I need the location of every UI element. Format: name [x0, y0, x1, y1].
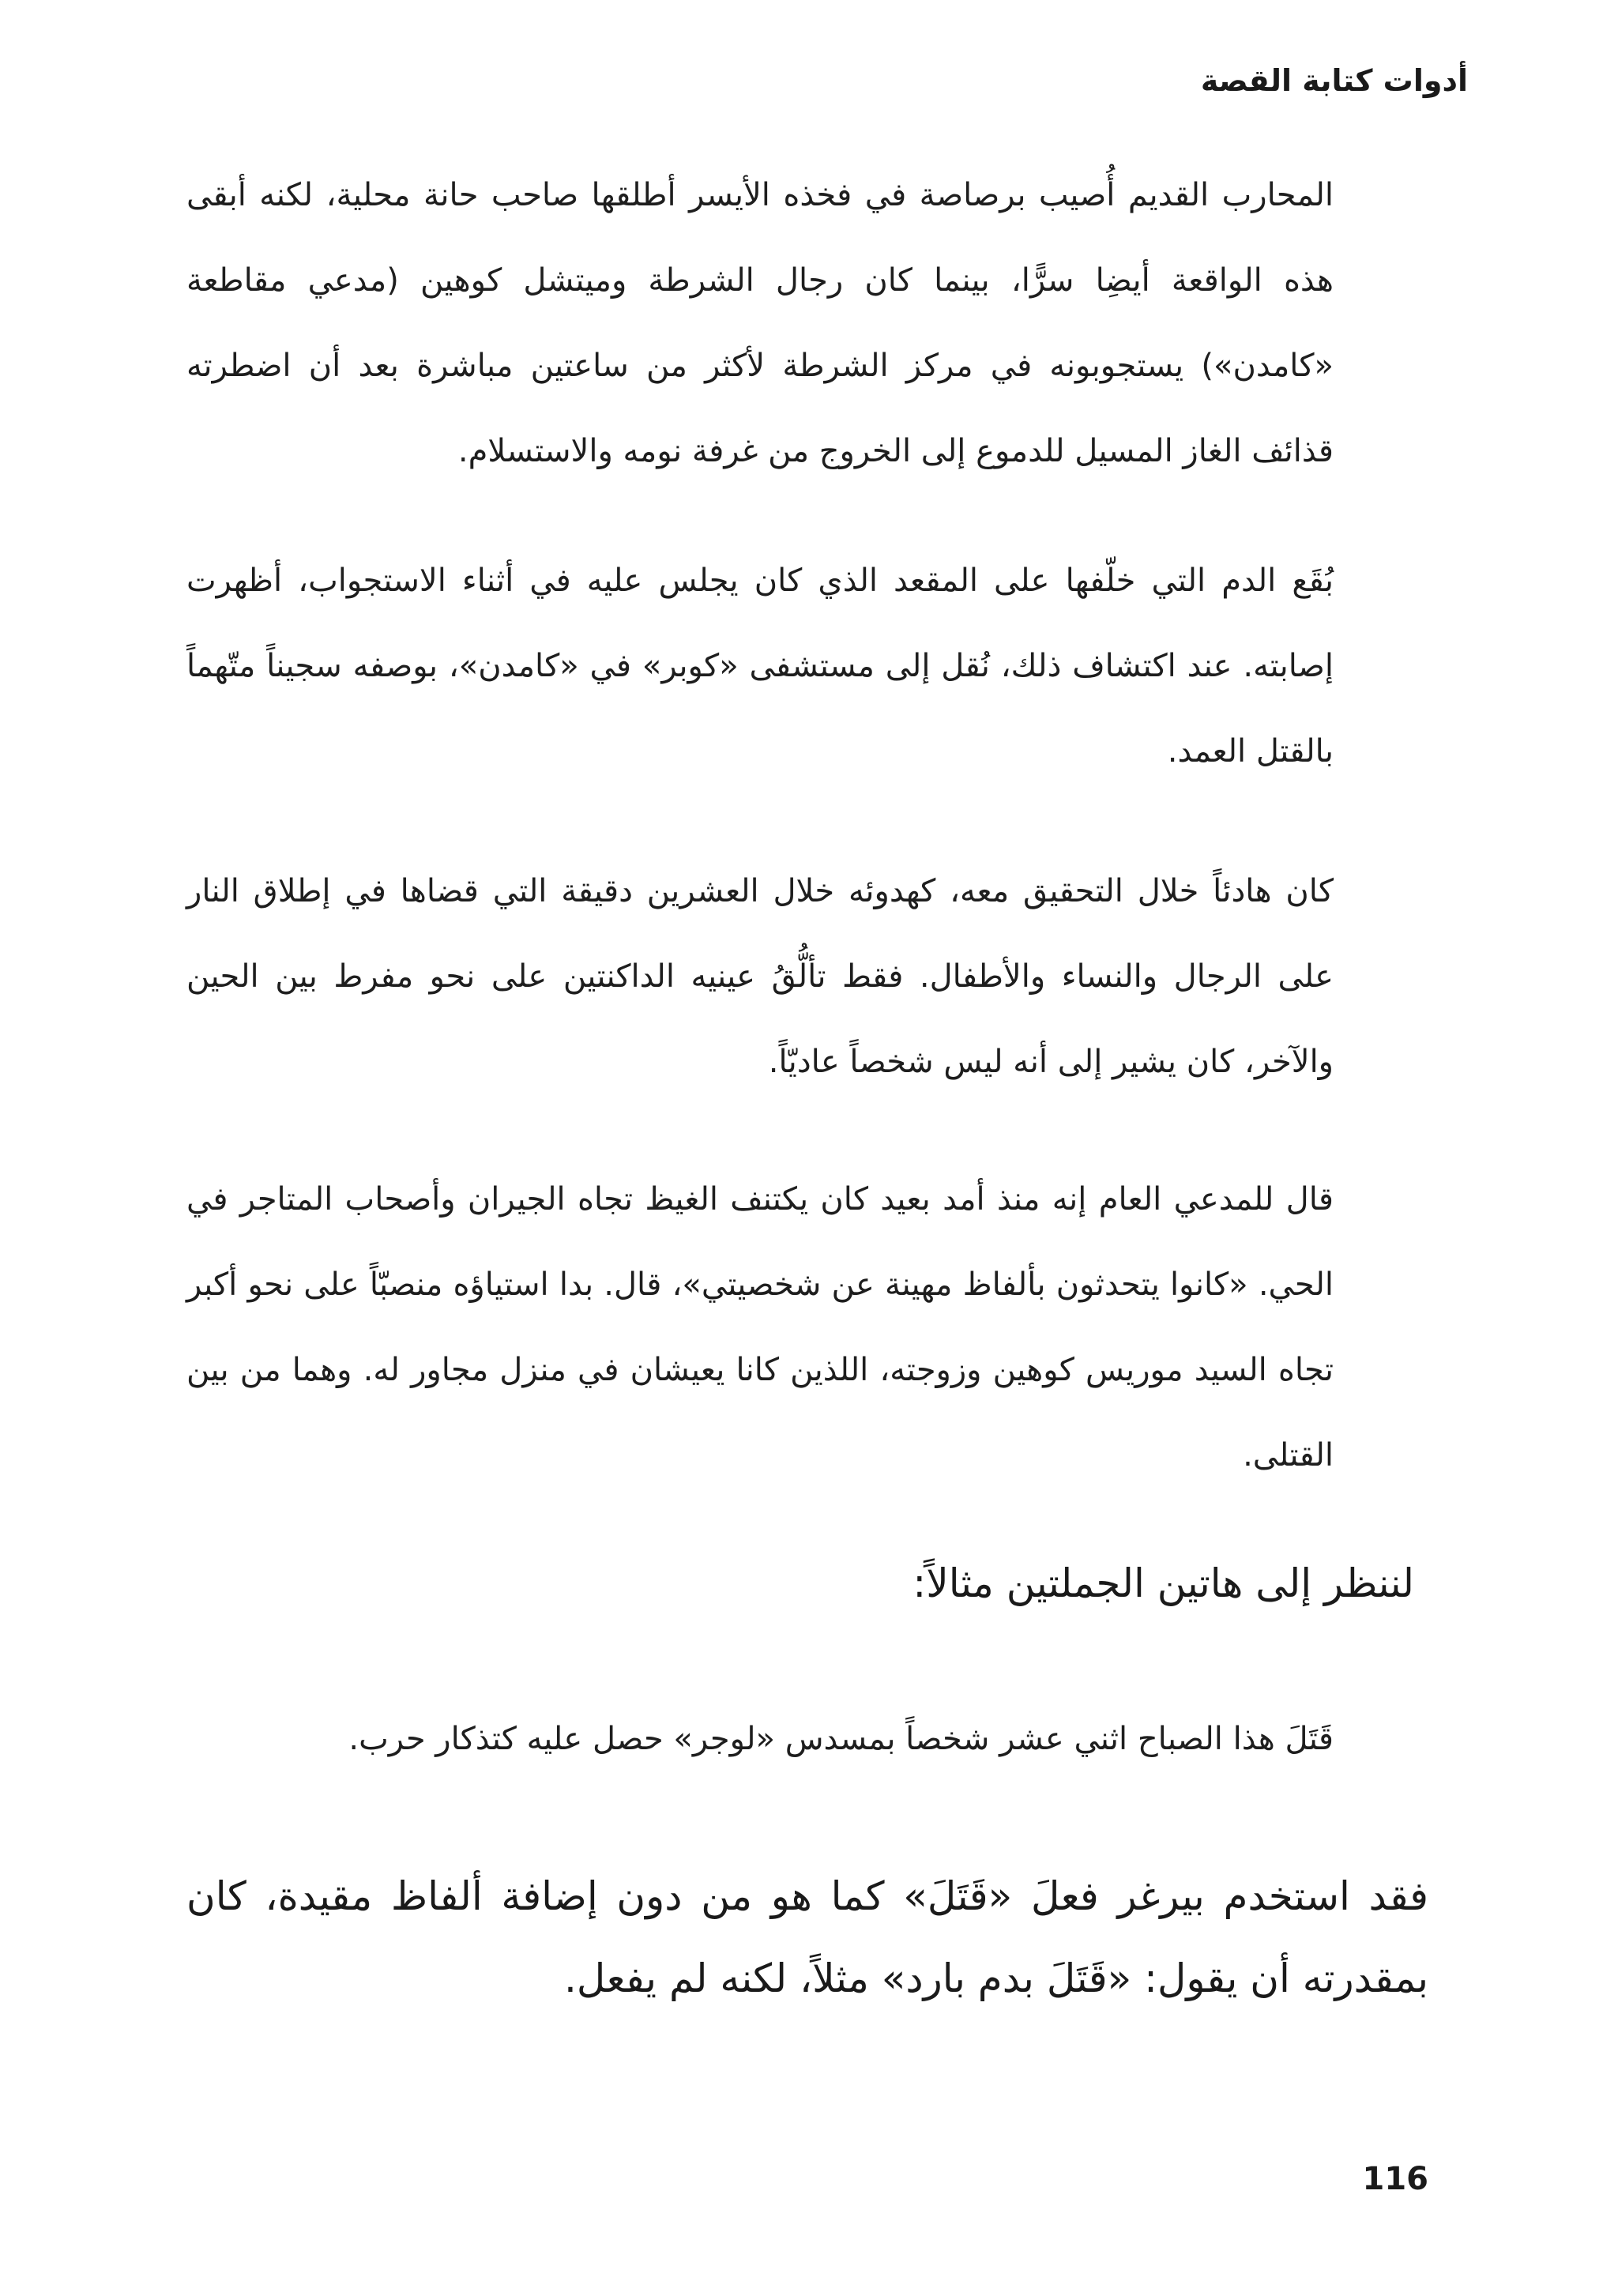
example-sentence: قَتَلَ هذا الصباح اثني عشر شخصاً بمسدس «لوجر» حصل عليه كتذكار حرب.: [348, 1721, 1334, 1757]
body-paragraph: [186, 1855, 1428, 2019]
running-header: أدوات كتابة القصة: [1200, 63, 1468, 98]
quote-paragraph-3: [186, 849, 1334, 1105]
quote-text: كان هادئاً خلال التحقيق معه، كهدوئه خلال العشرين دقيقة التي قضاها في إطلاق النار على الرجال والنساء والأطفال. فقط تألُّقُ عينيه الداكنتين على نحو مفرط بين الحين والآخر، كان يشير إلى أنه ليس شخصاً عاديّاً.: [186, 873, 1334, 1080]
lead-in-sentence: لننظر إلى هاتين الجملتين مثالاً:: [912, 1560, 1414, 1606]
page-number: 116: [1362, 2161, 1428, 2197]
quote-paragraph-2: [186, 538, 1334, 794]
quote-text: المحارب القديم أُصيب برصاصة في فخذه الأيسر أطلقها صاحب حانة محلية، لكنه أبقى هذه الواقعة أيضِا سرًّا، بينما كان رجال الشرطة وميتشل كوهين (مدعي مقاطعة «كامدن») يستجوبونه في مركز الشرطة لأكثر من ساعتين مباشرة بعد أن اضطرته قذائف الغاز المسيل للدموع إلى الخروج من غرفة نومه والاستسلام.: [186, 177, 1334, 469]
body-text: فقد استخدم بيرغر فعلَ «قَتَلَ» كما هو من دون إضافة ألفاظ مقيدة، كان بمقدرته أن يقول: «قَتَلَ بدم بارد» مثلاً، لكنه لم يفعل.: [186, 1873, 1428, 2001]
quote-paragraph-4: [186, 1157, 1334, 1498]
quote-text: بُقَع الدم التي خلّفها على المقعد الذي كان يجلس عليه في أثناء الاستجواب، أظهرت إصابته. عند اكتشاف ذلك، نُقل إلى مستشفى «كوبر» في «كامدن»، بوصفه سجيناً متّهماً بالقتل العمد.: [186, 563, 1334, 770]
quote-text: قال للمدعي العام إنه منذ أمد بعيد كان يكتنف الغيظ تجاه الجيران وأصحاب المتاجر في الحي. «كانوا يتحدثون بألفاظ مهينة عن شخصيتي»، قال. بدا استياؤه منصبّاً على نحو أكبر تجاه السيد موريس كوهين وزوجته، اللذين كانا يعيشان في منزل مجاور له. وهما من بين القتلى.: [186, 1181, 1334, 1474]
quote-paragraph-1: [186, 152, 1334, 494]
